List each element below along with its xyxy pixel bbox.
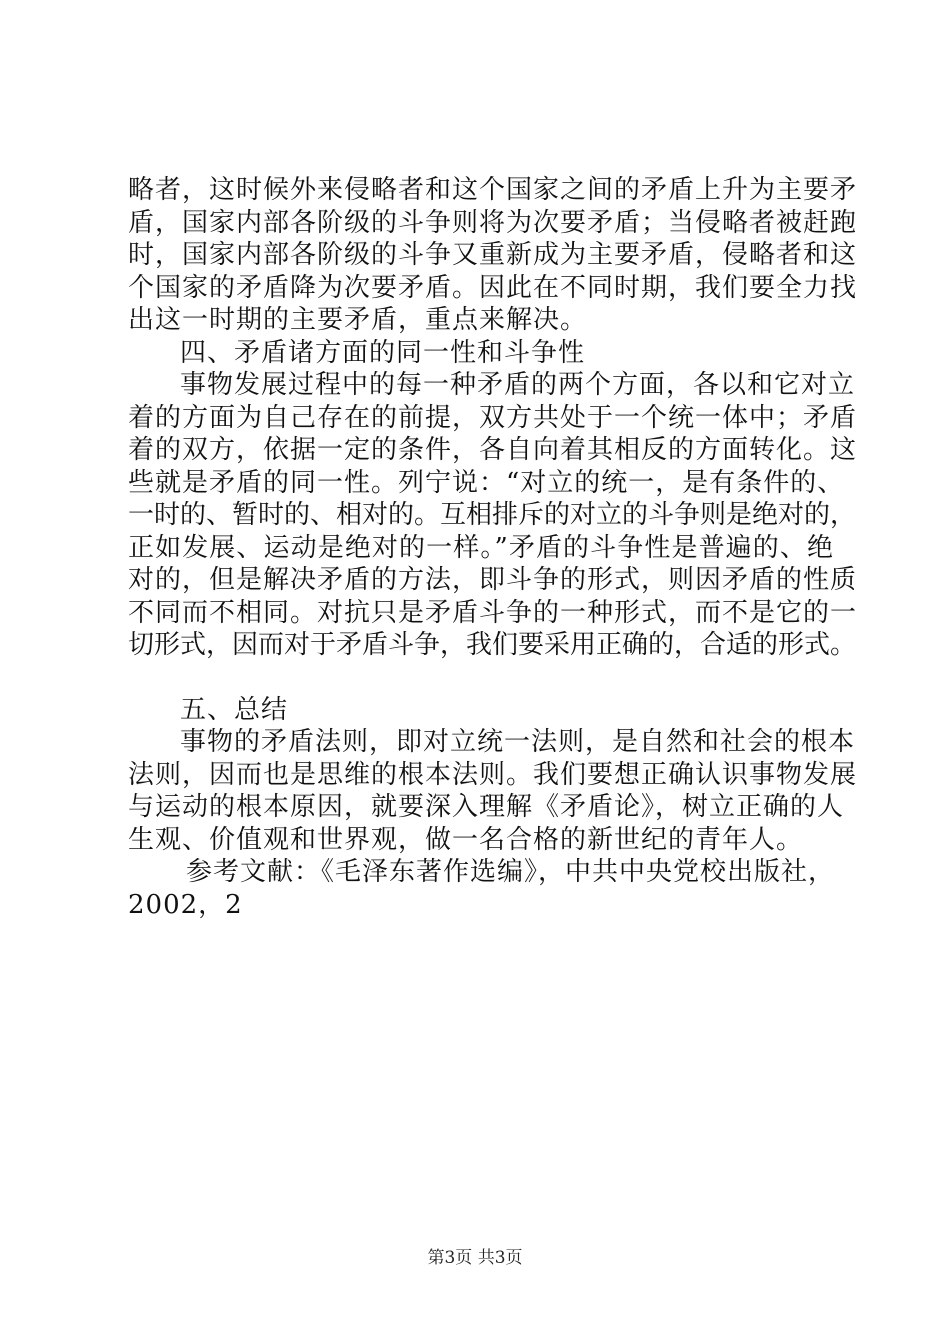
text-line: 出这一时期的主要矛盾，重点来解决。 xyxy=(128,305,588,335)
reference-line: 2002，2 xyxy=(128,889,243,920)
paragraph-first-line: 事物发展过程中的每一种矛盾的两个方面，各以和它对立 xyxy=(180,370,856,400)
section-heading: 四、矛盾诸方面的同一性和斗争性 xyxy=(180,337,586,368)
page-number: 第3页 共3页 xyxy=(427,1248,523,1268)
text-line: 盾，国家内部各阶级的斗争则将为次要矛盾；当侵略者被赶跑 xyxy=(128,207,858,238)
text-line: 切形式，因而对于矛盾斗争，我们要采用正确的，合适的形式。 xyxy=(128,630,857,660)
text-line: 一时的、暂时的、相对的。互相排斥的对立的斗争则是绝对的， xyxy=(128,500,857,530)
reference-line: 参考文献：《毛泽东著作选编》，中共中央党校出版社， xyxy=(186,857,836,887)
text-line: 略者，这时候外来侵略者和这个国家之间的矛盾上升为主要矛 xyxy=(128,175,858,205)
section-heading: 五、总结 xyxy=(180,694,289,725)
document-body xyxy=(128,174,858,921)
text-line: 些就是矛盾的同一性。列宁说：“对立的统一，是有条件的、 xyxy=(128,467,845,498)
text-line: 着的方面为自己存在的前提，双方共处于一个统一体中；矛盾 xyxy=(128,402,858,433)
text-line: 生观、价值观和世界观，做一名合格的新世纪的青年人。 xyxy=(128,824,804,855)
text-line: 对的，但是解决矛盾的方法，即斗争的形式，则因矛盾的性质 xyxy=(128,565,858,595)
text-line: 与运动的根本原因，就要深入理解《矛盾论》，树立正确的人 xyxy=(128,792,845,822)
paragraph-gap xyxy=(128,662,834,694)
text-line: 法则，因而也是思维的根本法则。我们要想正确认识事物发展 xyxy=(128,759,858,790)
text-line: 时，国家内部各阶级的斗争又重新成为主要矛盾，侵略者和这 xyxy=(128,240,858,270)
text-line: 正如发展、运动是绝对的一样。”矛盾的斗争性是普遍的、绝 xyxy=(128,532,834,563)
text-line: 不同而不相同。对抗只是矛盾斗争的一种形式，而不是它的一 xyxy=(128,597,858,628)
paragraph-first-line: 事物的矛盾法则，即对立统一法则，是自然和社会的根本 xyxy=(180,727,856,757)
text-line: 着的双方，依据一定的条件，各自向着其相反的方面转化。这 xyxy=(128,435,858,465)
text-line: 个国家的矛盾降为次要矛盾。因此在不同时期，我们要全力找 xyxy=(128,272,858,303)
